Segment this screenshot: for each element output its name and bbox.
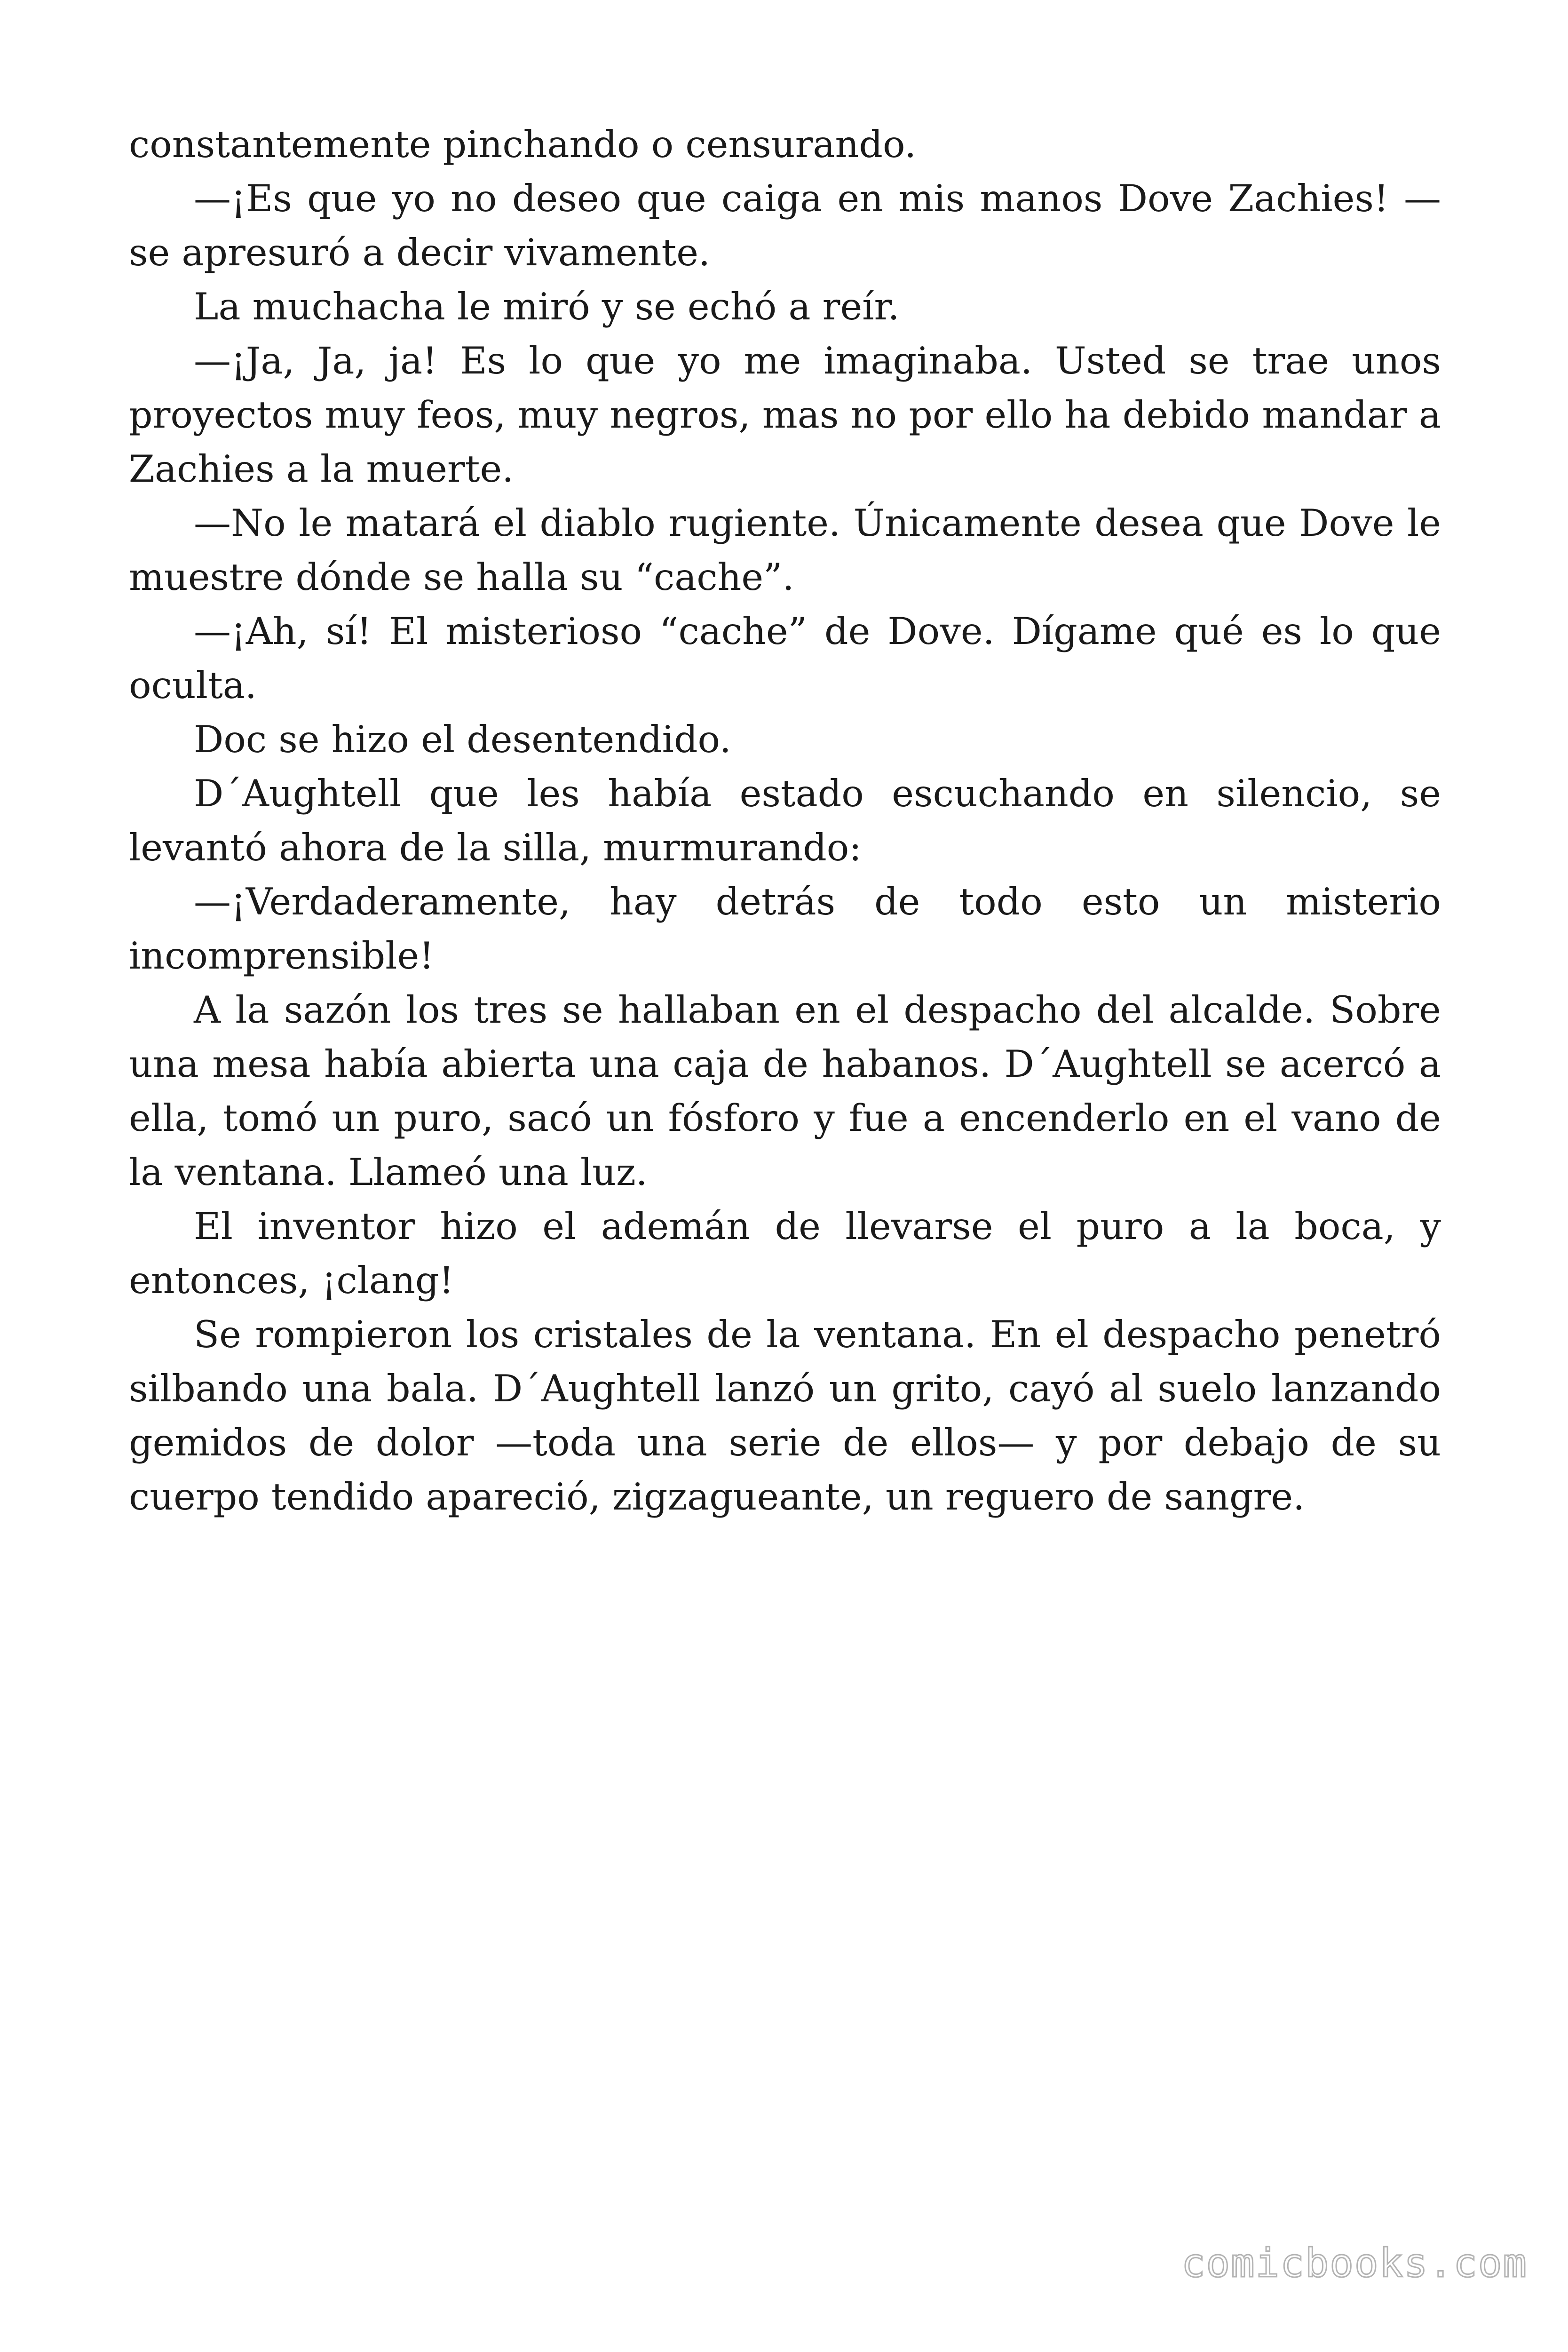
paragraph: —No le matará el diablo rugiente. Únicamente desea que Dove le muestre dónde se halla su “cache”.: [129, 501, 1441, 599]
paragraph: —¡Es que yo no deseo que caiga en mis manos Dove Zachies! —se apresuró a decir vivamente.: [129, 177, 1441, 274]
paragraph: A la sazón los tres se hallaban en el despacho del alcalde. Sobre una mesa había abierta una caja de habanos. D´Aughtell se acercó a ella, tomó un puro, sacó un fósforo y fue a encenderlo en el vano de la ventana. Llameó una luz.: [129, 988, 1441, 1194]
paragraph: Doc se hizo el desentendido.: [194, 718, 731, 761]
paragraph: —¡Ja, Ja, ja! Es lo que yo me imaginaba. Usted se trae unos proyectos muy feos, muy negros, mas no por ello ha debido mandar a Zachies a la muerte.: [129, 339, 1441, 491]
watermark-logo: comicbooks.com: [1181, 2240, 1528, 2286]
paragraph: La muchacha le miró y se echó a reír.: [194, 285, 900, 328]
paragraph: —¡Verdaderamente, hay detrás de todo esto un misterio incomprensible!: [129, 880, 1441, 977]
paragraph: constantemente pinchando o censurando.: [129, 123, 917, 166]
paragraph: Se rompieron los cristales de la ventana. En el despacho penetró silbando una bala. D´Aughtell lanzó un grito, cayó al suelo lanzando gemidos de dolor —toda una serie de ellos— y por debajo de su cuerpo tendido apareció, zigzagueante, un reguero de sangre.: [129, 1313, 1441, 1518]
paragraph: El inventor hizo el ademán de llevarse el puro a la boca, y entonces, ¡clang!: [129, 1205, 1441, 1302]
page-body-text: [129, 118, 1441, 1524]
paragraph: D´Aughtell que les había estado escuchando en silencio, se levantó ahora de la silla, murmurando:: [129, 772, 1441, 869]
paragraph: —¡Ah, sí! El misterioso “cache” de Dove. Dígame qué es lo que oculta.: [129, 610, 1441, 707]
